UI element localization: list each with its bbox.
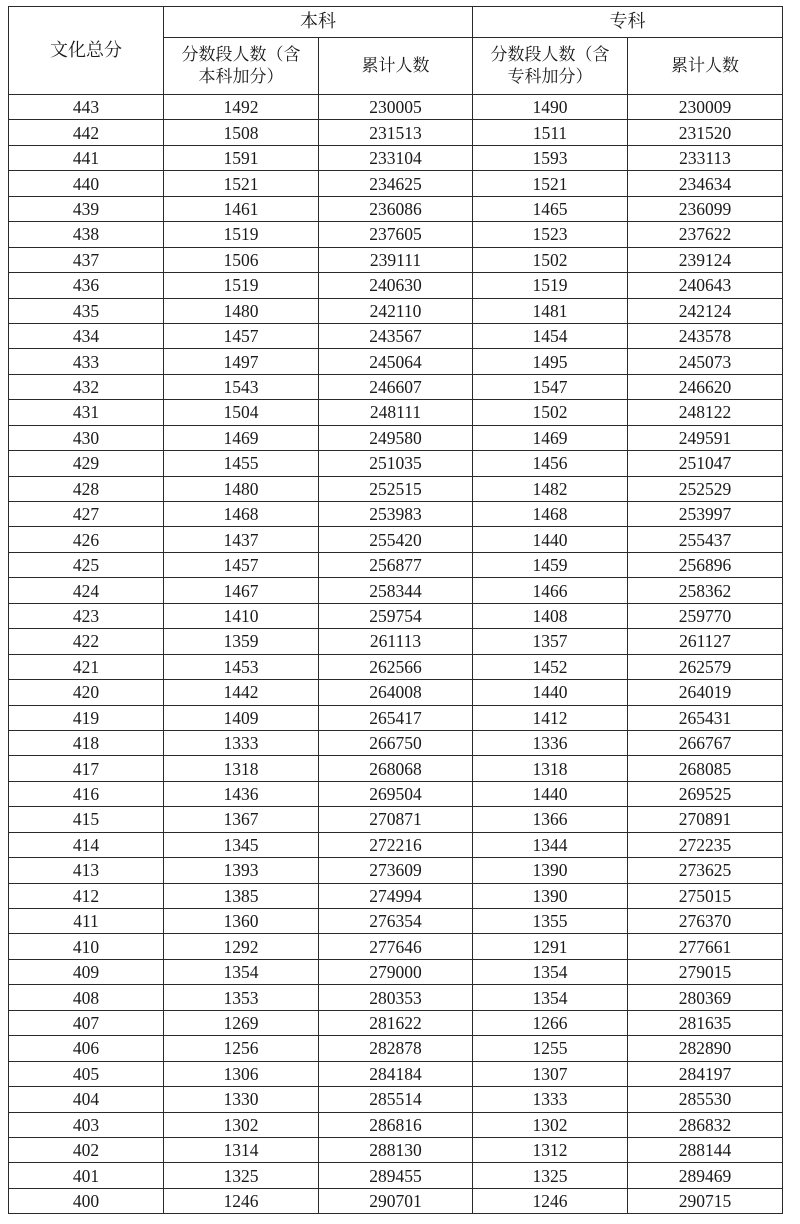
cell-score: 427 <box>9 502 164 527</box>
cell-benke-cumulative: 262566 <box>319 654 473 679</box>
table-row <box>9 120 783 145</box>
cell-score: 418 <box>9 730 164 755</box>
cell-benke-cumulative: 264008 <box>319 680 473 705</box>
table-header <box>9 7 783 95</box>
cell-benke-cumulative: 249580 <box>319 425 473 450</box>
table-row <box>9 425 783 450</box>
cell-zhuanke-cumulative: 251047 <box>628 451 783 476</box>
cell-zhuanke-segment: 1452 <box>473 654 628 679</box>
table-row <box>9 95 783 120</box>
cell-benke-segment: 1354 <box>164 959 319 984</box>
cell-zhuanke-cumulative: 245073 <box>628 349 783 374</box>
cell-zhuanke-cumulative: 233113 <box>628 145 783 170</box>
cell-zhuanke-cumulative: 230009 <box>628 95 783 120</box>
table-row <box>9 883 783 908</box>
cell-score: 439 <box>9 196 164 221</box>
score-table <box>8 6 783 1214</box>
cell-benke-cumulative: 279000 <box>319 959 473 984</box>
table-row <box>9 756 783 781</box>
cell-score: 438 <box>9 222 164 247</box>
cell-benke-segment: 1457 <box>164 323 319 348</box>
table-row <box>9 578 783 603</box>
cell-score: 409 <box>9 959 164 984</box>
cell-zhuanke-segment: 1519 <box>473 273 628 298</box>
cell-zhuanke-cumulative: 252529 <box>628 476 783 501</box>
cell-benke-cumulative: 269504 <box>319 781 473 806</box>
cell-zhuanke-segment: 1408 <box>473 603 628 628</box>
cell-score: 402 <box>9 1137 164 1162</box>
cell-zhuanke-segment: 1466 <box>473 578 628 603</box>
cell-benke-cumulative: 284184 <box>319 1061 473 1086</box>
table-body <box>9 95 783 1214</box>
cell-score: 428 <box>9 476 164 501</box>
cell-benke-cumulative: 248111 <box>319 400 473 425</box>
cell-benke-cumulative: 276354 <box>319 909 473 934</box>
cell-zhuanke-segment: 1440 <box>473 781 628 806</box>
table-row <box>9 1061 783 1086</box>
cell-benke-segment: 1519 <box>164 273 319 298</box>
cell-benke-cumulative: 290701 <box>319 1188 473 1213</box>
cell-score: 400 <box>9 1188 164 1213</box>
table-row <box>9 832 783 857</box>
cell-zhuanke-cumulative: 280369 <box>628 985 783 1010</box>
table-row <box>9 680 783 705</box>
cell-zhuanke-cumulative: 243578 <box>628 323 783 348</box>
cell-benke-cumulative: 281622 <box>319 1010 473 1035</box>
cell-score: 433 <box>9 349 164 374</box>
cell-zhuanke-segment: 1344 <box>473 832 628 857</box>
cell-benke-cumulative: 230005 <box>319 95 473 120</box>
cell-zhuanke-cumulative: 276370 <box>628 909 783 934</box>
cell-benke-segment: 1519 <box>164 222 319 247</box>
cell-zhuanke-segment: 1266 <box>473 1010 628 1035</box>
cell-benke-cumulative: 282878 <box>319 1036 473 1061</box>
header-total-score: 文化总分 <box>9 7 164 95</box>
table-row <box>9 959 783 984</box>
table-row <box>9 374 783 399</box>
cell-benke-segment: 1437 <box>164 527 319 552</box>
cell-score: 442 <box>9 120 164 145</box>
cell-benke-segment: 1330 <box>164 1087 319 1112</box>
cell-benke-cumulative: 246607 <box>319 374 473 399</box>
cell-zhuanke-cumulative: 264019 <box>628 680 783 705</box>
cell-zhuanke-cumulative: 239124 <box>628 247 783 272</box>
cell-zhuanke-cumulative: 255437 <box>628 527 783 552</box>
cell-score: 431 <box>9 400 164 425</box>
cell-benke-cumulative: 277646 <box>319 934 473 959</box>
cell-zhuanke-segment: 1325 <box>473 1163 628 1188</box>
cell-benke-cumulative: 251035 <box>319 451 473 476</box>
cell-benke-segment: 1269 <box>164 1010 319 1035</box>
table-row <box>9 323 783 348</box>
header-zhuanke-cumulative: 累计人数 <box>628 38 783 95</box>
table-row <box>9 807 783 832</box>
cell-benke-segment: 1591 <box>164 145 319 170</box>
cell-score: 410 <box>9 934 164 959</box>
cell-zhuanke-segment: 1502 <box>473 247 628 272</box>
cell-benke-segment: 1409 <box>164 705 319 730</box>
cell-score: 437 <box>9 247 164 272</box>
table-row <box>9 1137 783 1162</box>
cell-score: 425 <box>9 552 164 577</box>
cell-benke-segment: 1480 <box>164 298 319 323</box>
cell-zhuanke-segment: 1412 <box>473 705 628 730</box>
cell-benke-segment: 1468 <box>164 502 319 527</box>
cell-benke-cumulative: 234625 <box>319 171 473 196</box>
cell-benke-segment: 1345 <box>164 832 319 857</box>
cell-zhuanke-cumulative: 265431 <box>628 705 783 730</box>
cell-benke-segment: 1410 <box>164 603 319 628</box>
cell-benke-cumulative: 274994 <box>319 883 473 908</box>
table-row <box>9 1010 783 1035</box>
cell-zhuanke-cumulative: 285530 <box>628 1087 783 1112</box>
cell-zhuanke-cumulative: 234634 <box>628 171 783 196</box>
cell-zhuanke-segment: 1336 <box>473 730 628 755</box>
cell-zhuanke-segment: 1459 <box>473 552 628 577</box>
cell-benke-cumulative: 289455 <box>319 1163 473 1188</box>
table-row <box>9 1112 783 1137</box>
cell-benke-cumulative: 233104 <box>319 145 473 170</box>
cell-benke-segment: 1246 <box>164 1188 319 1213</box>
cell-benke-cumulative: 243567 <box>319 323 473 348</box>
cell-benke-cumulative: 270871 <box>319 807 473 832</box>
cell-zhuanke-segment: 1456 <box>473 451 628 476</box>
cell-score: 422 <box>9 629 164 654</box>
cell-benke-cumulative: 273609 <box>319 858 473 883</box>
header-benke-cumulative: 累计人数 <box>319 38 473 95</box>
cell-score: 441 <box>9 145 164 170</box>
cell-benke-segment: 1393 <box>164 858 319 883</box>
cell-zhuanke-cumulative: 273625 <box>628 858 783 883</box>
cell-benke-cumulative: 280353 <box>319 985 473 1010</box>
table-row <box>9 985 783 1010</box>
cell-zhuanke-segment: 1495 <box>473 349 628 374</box>
cell-zhuanke-segment: 1318 <box>473 756 628 781</box>
cell-benke-segment: 1367 <box>164 807 319 832</box>
cell-score: 414 <box>9 832 164 857</box>
cell-zhuanke-cumulative: 240643 <box>628 273 783 298</box>
cell-score: 435 <box>9 298 164 323</box>
table-row <box>9 145 783 170</box>
cell-zhuanke-cumulative: 261127 <box>628 629 783 654</box>
cell-zhuanke-segment: 1333 <box>473 1087 628 1112</box>
table-row <box>9 629 783 654</box>
table-row <box>9 273 783 298</box>
cell-zhuanke-cumulative: 290715 <box>628 1188 783 1213</box>
cell-zhuanke-segment: 1511 <box>473 120 628 145</box>
header-benke-segment <box>164 38 319 95</box>
header-zhuanke: 专科 <box>473 7 783 38</box>
table-row <box>9 171 783 196</box>
cell-zhuanke-segment: 1547 <box>473 374 628 399</box>
cell-zhuanke-segment: 1255 <box>473 1036 628 1061</box>
cell-score: 424 <box>9 578 164 603</box>
cell-benke-cumulative: 237605 <box>319 222 473 247</box>
cell-score: 412 <box>9 883 164 908</box>
cell-benke-segment: 1360 <box>164 909 319 934</box>
cell-benke-cumulative: 288130 <box>319 1137 473 1162</box>
cell-score: 432 <box>9 374 164 399</box>
cell-score: 434 <box>9 323 164 348</box>
cell-zhuanke-cumulative: 270891 <box>628 807 783 832</box>
cell-score: 406 <box>9 1036 164 1061</box>
cell-score: 405 <box>9 1061 164 1086</box>
cell-score: 443 <box>9 95 164 120</box>
cell-score: 407 <box>9 1010 164 1035</box>
cell-score: 440 <box>9 171 164 196</box>
cell-benke-segment: 1455 <box>164 451 319 476</box>
cell-score: 411 <box>9 909 164 934</box>
cell-zhuanke-segment: 1246 <box>473 1188 628 1213</box>
cell-score: 423 <box>9 603 164 628</box>
cell-zhuanke-cumulative: 284197 <box>628 1061 783 1086</box>
cell-zhuanke-segment: 1481 <box>473 298 628 323</box>
cell-zhuanke-cumulative: 258362 <box>628 578 783 603</box>
table-row <box>9 196 783 221</box>
cell-benke-segment: 1292 <box>164 934 319 959</box>
table-row <box>9 1163 783 1188</box>
table-row <box>9 400 783 425</box>
cell-zhuanke-segment: 1366 <box>473 807 628 832</box>
table-row <box>9 1188 783 1213</box>
table-row <box>9 781 783 806</box>
cell-benke-segment: 1521 <box>164 171 319 196</box>
cell-zhuanke-segment: 1312 <box>473 1137 628 1162</box>
cell-benke-segment: 1469 <box>164 425 319 450</box>
cell-score: 401 <box>9 1163 164 1188</box>
cell-benke-cumulative: 231513 <box>319 120 473 145</box>
cell-score: 417 <box>9 756 164 781</box>
cell-zhuanke-cumulative: 268085 <box>628 756 783 781</box>
cell-zhuanke-segment: 1354 <box>473 959 628 984</box>
cell-benke-cumulative: 261113 <box>319 629 473 654</box>
header-benke-segment-line1: 分数段人数（含 <box>181 45 301 65</box>
cell-zhuanke-cumulative: 242124 <box>628 298 783 323</box>
cell-zhuanke-cumulative: 288144 <box>628 1137 783 1162</box>
cell-zhuanke-cumulative: 281635 <box>628 1010 783 1035</box>
header-benke: 本科 <box>164 7 473 38</box>
cell-zhuanke-cumulative: 282890 <box>628 1036 783 1061</box>
cell-benke-cumulative: 256877 <box>319 552 473 577</box>
cell-benke-segment: 1504 <box>164 400 319 425</box>
cell-zhuanke-segment: 1440 <box>473 527 628 552</box>
cell-score: 415 <box>9 807 164 832</box>
cell-benke-cumulative: 253983 <box>319 502 473 527</box>
table-row <box>9 298 783 323</box>
cell-zhuanke-segment: 1469 <box>473 425 628 450</box>
cell-score: 419 <box>9 705 164 730</box>
cell-zhuanke-segment: 1354 <box>473 985 628 1010</box>
cell-zhuanke-cumulative: 253997 <box>628 502 783 527</box>
cell-benke-segment: 1508 <box>164 120 319 145</box>
cell-benke-cumulative: 245064 <box>319 349 473 374</box>
cell-benke-segment: 1492 <box>164 95 319 120</box>
cell-zhuanke-cumulative: 236099 <box>628 196 783 221</box>
cell-zhuanke-cumulative: 259770 <box>628 603 783 628</box>
cell-score: 413 <box>9 858 164 883</box>
cell-zhuanke-cumulative: 237622 <box>628 222 783 247</box>
score-distribution-sheet <box>8 6 782 1214</box>
cell-zhuanke-segment: 1465 <box>473 196 628 221</box>
cell-zhuanke-segment: 1357 <box>473 629 628 654</box>
cell-benke-cumulative: 266750 <box>319 730 473 755</box>
cell-zhuanke-segment: 1390 <box>473 858 628 883</box>
cell-zhuanke-cumulative: 266767 <box>628 730 783 755</box>
header-zhuanke-segment-line2: 专科加分） <box>507 67 593 87</box>
cell-benke-segment: 1506 <box>164 247 319 272</box>
table-row <box>9 349 783 374</box>
cell-zhuanke-cumulative: 231520 <box>628 120 783 145</box>
cell-score: 408 <box>9 985 164 1010</box>
table-row <box>9 476 783 501</box>
cell-score: 421 <box>9 654 164 679</box>
cell-zhuanke-segment: 1593 <box>473 145 628 170</box>
cell-score: 429 <box>9 451 164 476</box>
cell-benke-cumulative: 252515 <box>319 476 473 501</box>
cell-zhuanke-cumulative: 246620 <box>628 374 783 399</box>
cell-benke-segment: 1256 <box>164 1036 319 1061</box>
cell-benke-segment: 1543 <box>164 374 319 399</box>
cell-benke-cumulative: 268068 <box>319 756 473 781</box>
cell-zhuanke-cumulative: 272235 <box>628 832 783 857</box>
cell-benke-cumulative: 239111 <box>319 247 473 272</box>
cell-benke-segment: 1306 <box>164 1061 319 1086</box>
table-row <box>9 1087 783 1112</box>
cell-zhuanke-cumulative: 269525 <box>628 781 783 806</box>
cell-benke-segment: 1385 <box>164 883 319 908</box>
cell-benke-segment: 1457 <box>164 552 319 577</box>
cell-zhuanke-segment: 1355 <box>473 909 628 934</box>
cell-zhuanke-segment: 1302 <box>473 1112 628 1137</box>
cell-benke-segment: 1497 <box>164 349 319 374</box>
table-row <box>9 730 783 755</box>
cell-zhuanke-cumulative: 277661 <box>628 934 783 959</box>
cell-zhuanke-segment: 1521 <box>473 171 628 196</box>
table-row <box>9 247 783 272</box>
header-zhuanke-segment-line1: 分数段人数（含 <box>490 45 610 65</box>
cell-benke-cumulative: 265417 <box>319 705 473 730</box>
cell-zhuanke-segment: 1482 <box>473 476 628 501</box>
table-row <box>9 654 783 679</box>
cell-score: 430 <box>9 425 164 450</box>
cell-benke-segment: 1325 <box>164 1163 319 1188</box>
cell-benke-cumulative: 255420 <box>319 527 473 552</box>
table-row <box>9 909 783 934</box>
cell-benke-cumulative: 286816 <box>319 1112 473 1137</box>
cell-score: 426 <box>9 527 164 552</box>
table-row <box>9 603 783 628</box>
cell-benke-segment: 1467 <box>164 578 319 603</box>
cell-zhuanke-cumulative: 249591 <box>628 425 783 450</box>
cell-zhuanke-segment: 1502 <box>473 400 628 425</box>
cell-zhuanke-cumulative: 275015 <box>628 883 783 908</box>
cell-benke-segment: 1453 <box>164 654 319 679</box>
cell-benke-segment: 1318 <box>164 756 319 781</box>
cell-benke-segment: 1436 <box>164 781 319 806</box>
table-row <box>9 858 783 883</box>
cell-benke-segment: 1302 <box>164 1112 319 1137</box>
cell-zhuanke-cumulative: 289469 <box>628 1163 783 1188</box>
header-benke-segment-line2: 本科加分） <box>198 67 284 87</box>
header-zhuanke-segment <box>473 38 628 95</box>
cell-zhuanke-segment: 1390 <box>473 883 628 908</box>
table-row <box>9 527 783 552</box>
cell-score: 420 <box>9 680 164 705</box>
cell-benke-cumulative: 240630 <box>319 273 473 298</box>
cell-zhuanke-cumulative: 279015 <box>628 959 783 984</box>
cell-zhuanke-segment: 1307 <box>473 1061 628 1086</box>
cell-zhuanke-segment: 1523 <box>473 222 628 247</box>
cell-benke-cumulative: 259754 <box>319 603 473 628</box>
cell-zhuanke-cumulative: 248122 <box>628 400 783 425</box>
cell-benke-cumulative: 236086 <box>319 196 473 221</box>
cell-benke-cumulative: 285514 <box>319 1087 473 1112</box>
cell-benke-segment: 1461 <box>164 196 319 221</box>
cell-benke-segment: 1333 <box>164 730 319 755</box>
cell-score: 403 <box>9 1112 164 1137</box>
cell-zhuanke-segment: 1490 <box>473 95 628 120</box>
cell-benke-segment: 1359 <box>164 629 319 654</box>
cell-benke-segment: 1442 <box>164 680 319 705</box>
table-row <box>9 934 783 959</box>
cell-zhuanke-segment: 1468 <box>473 502 628 527</box>
table-row <box>9 552 783 577</box>
table-row <box>9 502 783 527</box>
table-row <box>9 451 783 476</box>
cell-zhuanke-cumulative: 286832 <box>628 1112 783 1137</box>
cell-zhuanke-segment: 1291 <box>473 934 628 959</box>
cell-score: 404 <box>9 1087 164 1112</box>
cell-benke-cumulative: 242110 <box>319 298 473 323</box>
cell-zhuanke-cumulative: 262579 <box>628 654 783 679</box>
cell-benke-segment: 1353 <box>164 985 319 1010</box>
table-row <box>9 1036 783 1061</box>
cell-benke-cumulative: 258344 <box>319 578 473 603</box>
cell-benke-segment: 1314 <box>164 1137 319 1162</box>
cell-score: 436 <box>9 273 164 298</box>
cell-score: 416 <box>9 781 164 806</box>
table-row <box>9 705 783 730</box>
cell-zhuanke-segment: 1440 <box>473 680 628 705</box>
table-row <box>9 222 783 247</box>
cell-zhuanke-segment: 1454 <box>473 323 628 348</box>
cell-benke-segment: 1480 <box>164 476 319 501</box>
cell-benke-cumulative: 272216 <box>319 832 473 857</box>
cell-zhuanke-cumulative: 256896 <box>628 552 783 577</box>
